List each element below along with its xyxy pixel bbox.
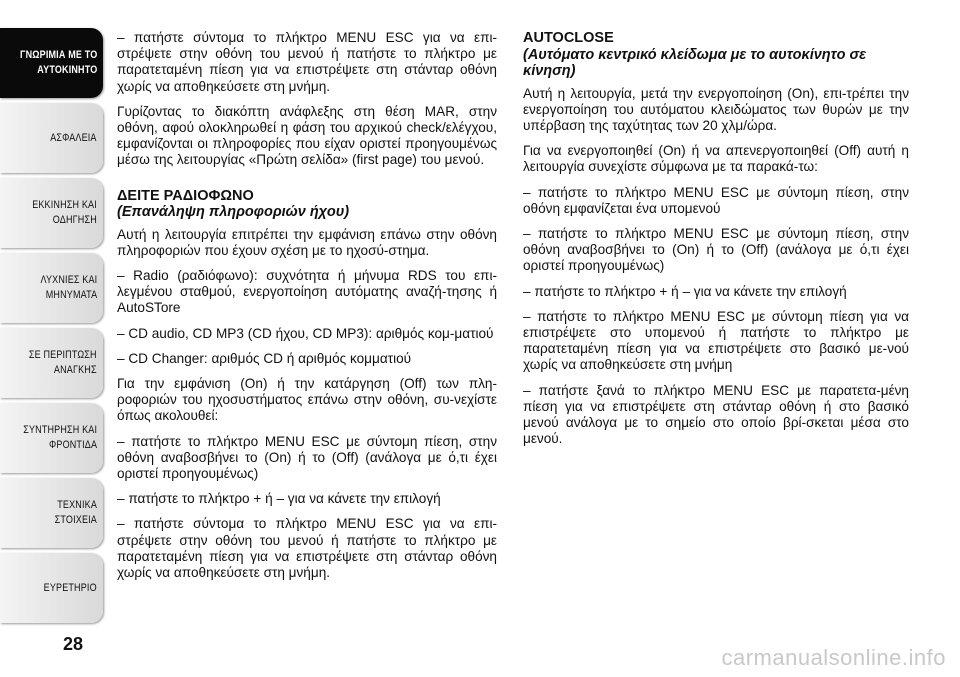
list-item: – πατήστε το πλήκτρο + ή – για να κάνετε την επιλογή <box>117 491 441 507</box>
page-number: 28 <box>63 634 84 654</box>
tab-technical-data[interactable] <box>0 478 103 548</box>
tab-label: ΕΚΚΙΝΗΣΗ ΚΑΙ ΟΔΗΓΗΣΗ <box>32 199 97 226</box>
tab-label: ΣΕ ΠΕΡΙΠΤΩΣΗ ΑΝΑΓΚΗΣ <box>29 349 97 376</box>
list-item: – πατήστε το πλήκτρο + ή – για να κάνετε την επιλογή <box>523 283 847 299</box>
list-item: – πατήστε ξανά το πλήκτρο MENU ESC με παρατετα-μένη πίεση για να επιστρέψετε στη στάνταρ οθόνη ή στο βασικό μενού ανάλογα με το σημείο στο οποίο βρί-σκεται μέσα στο μενού. <box>523 382 909 447</box>
tab-label: ΕΥΡΕΤΗΡΙΟ <box>43 581 97 594</box>
heading-subtitle: (Επανάληψη πληροφοριών ήχου) <box>117 204 350 221</box>
list-item: – πατήστε το πλήκτρο MENU ESC με σύντομη πίεση για να επιστρέψετε στο υπομενού ή πατήστε το πλήκτρο με παρατεταμένη πίεση για να επιστρέψετε στο βασικό με-νού χωρίς να αποθηκεύσετε στη μνήμη <box>523 308 909 373</box>
tab-label: ΑΣΦΑΛΕΙΑ <box>50 131 97 144</box>
tab-label: ΛΥΧΝΙΕΣ ΚΑΙ ΜΗΝΥΜΑΤΑ <box>40 274 97 301</box>
heading-subtitle: (Αυτόματο κεντρικό κλείδωμα με το αυτοκίνητο σε κίνηση) <box>523 46 867 79</box>
heading-title: AUTOCLOSE <box>523 30 614 46</box>
tab-index[interactable] <box>0 553 103 623</box>
list-item: – CD Changer: αριθμός CD ή αριθμός κομματιού <box>117 350 412 366</box>
section-heading <box>523 30 909 80</box>
paragraph: Γυρίζοντας το διακόπτη ανάφλεξης στη θέση MAR, στην οθόνη, αφού ολοκληρωθεί η φάση του αρχικού check/ελέγχου, εμφανίζονται οι πληροφορίες που είχαν οριστεί προηγουμένως μέσω της λειτουργίας «Πρώτη σελίδα» (first page) του μενού. <box>117 103 497 168</box>
list-item: – πατήστε σύντομα το πλήκτρο MENU ESC για να επι-στρέψετε στην οθόνη του μενού ή πατήστε το πλήκτρο με παρατεταμένη πίεση για να επιστρέψετε στη στάνταρ οθόνη χωρίς να αποθηκεύσετε στη μνήμη. <box>117 516 497 581</box>
tab-warning-lights[interactable] <box>0 253 103 323</box>
paragraph: Αυτή η λειτουργία επιτρέπει την εμφάνιση επάνω στην οθόνη πληροφοριών που έχουν σχέση με το ηχοσύ-στημα. <box>117 226 497 258</box>
list-item: – πατήστε το πλήκτρο MENU ESC με σύντομη πίεση, στην οθόνη αναβοσβήνει το (On) ή το (Off) (ανάλογα με ό,τι έχει οριστεί προηγουμένως) <box>523 225 909 274</box>
paragraph: Αυτή η λειτουργία, μετά την ενεργοποίηση (On), επι-τρέπει την ενεργοποίηση του αυτόματου κλειδώματος των θυρών με την υπέρβαση της ταχύτητας των 20 χλμ/ώρα. <box>523 85 909 133</box>
tab-safety[interactable] <box>0 103 103 173</box>
tab-label: ΓΝΩΡΙΜΙΑ ΜΕ ΤΟ ΑΥΤΟΚΙΝΗΤΟ <box>19 49 97 76</box>
tab-emergency[interactable] <box>0 328 103 398</box>
tab-starting-driving[interactable] <box>0 178 103 248</box>
tab-getting-to-know-car[interactable] <box>0 28 103 98</box>
watermark: carmanualsonline.info <box>721 645 946 670</box>
left-column <box>117 30 497 590</box>
section-heading <box>117 188 497 221</box>
paragraph: Για να ενεργοποιηθεί (On) ή να απενεργοποιηθεί (Off) αυτή η λειτουργία συνεχίστε σύμφωνα με τα παρακά-τω: <box>523 143 909 175</box>
paragraph: Για την εμφάνιση (On) ή την κατάργηση (Off) των πλη-ροφοριών του ηχοσυστήματος επάνω στην οθόνη, συ-νεχίστε όπως ακολουθεί: <box>117 376 497 424</box>
list-item: – πατήστε το πλήκτρο MENU ESC με σύντομη πίεση, στην οθόνη εμφανίζεται ένα υπομενού <box>523 184 909 216</box>
paragraph: – πατήστε σύντομα το πλήκτρο MENU ESC για να επι-στρέψετε στην οθόνη του μενού ή πατήστε το πλήκτρο με παρατεταμένη πίεση για να επιστρέψετε στη στάνταρ οθόνη χωρίς να αποθηκεύσετε στη μνήμη. <box>117 30 497 94</box>
list-item: – CD audio, CD MP3 (CD ήχου, CD MP3): αριθμός κομ-ματιού <box>117 325 494 341</box>
heading-title: ΔΕΙΤΕ ΡΑΔΙΟΦΩΝΟ <box>117 187 254 204</box>
list-item: – Radio (ραδιόφωνο): συχνότητα ή μήνυμα RDS του επι-λεγμένου σταθμού, ενεργοποίηση αυτόματης αναζή-τησης ή AutoSTore <box>117 268 497 316</box>
right-column <box>523 30 909 456</box>
tab-label: ΣΥΝΤΗΡΗΣΗ ΚΑΙ ΦΡΟΝΤΙΔΑ <box>23 424 97 451</box>
tab-maintenance[interactable] <box>0 403 103 473</box>
list-item: – πατήστε το πλήκτρο MENU ESC με σύντομη πίεση, στην οθόνη αναβοσβήνει το (On) ή το (Off) (ανάλογα με ό,τι έχει οριστεί προηγουμένως) <box>117 433 497 482</box>
chapter-tabs <box>0 28 103 628</box>
tab-label: ΤΕΧΝΙΚΑ ΣΤΟΙΧΕΙΑ <box>54 499 97 526</box>
